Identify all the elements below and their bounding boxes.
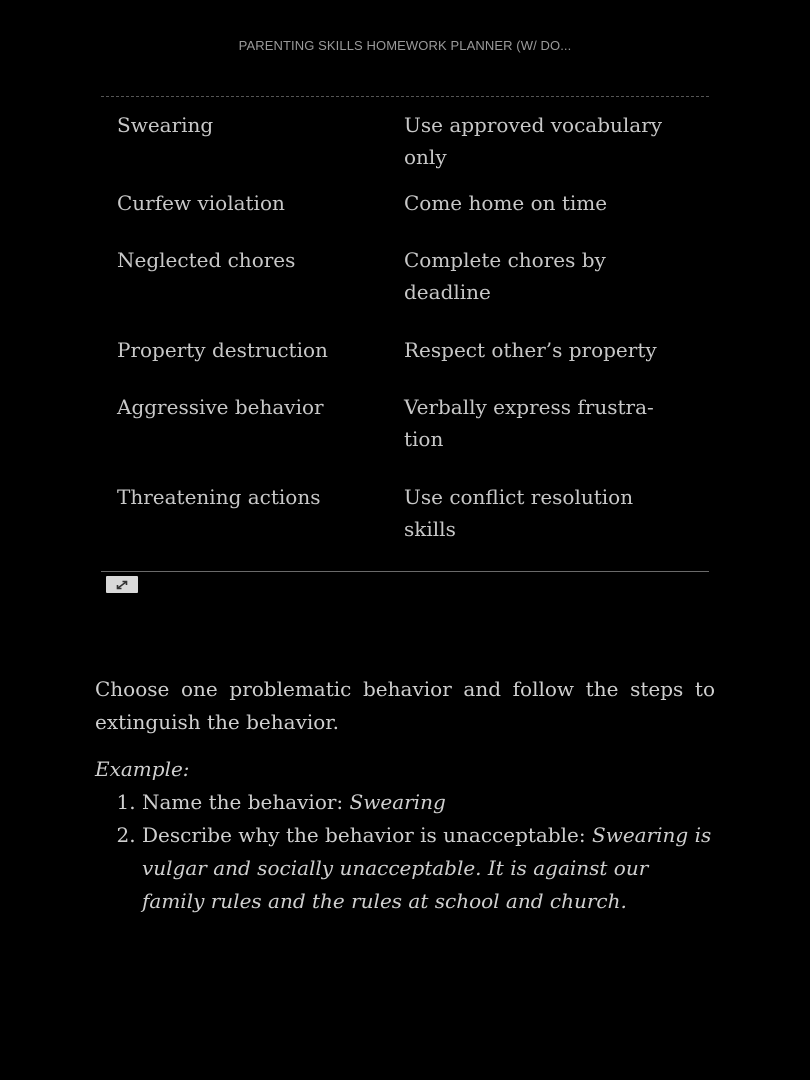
behavior-table: [101, 96, 709, 572]
behavior-cell: Aggressive behavior: [117, 395, 324, 419]
behavior-cell: Swearing: [117, 113, 214, 137]
list-item: [142, 786, 715, 819]
behavior-cell: Curfew violation: [117, 191, 285, 215]
table-row: [101, 391, 709, 481]
step-answer: Swearing: [349, 790, 446, 814]
table-row: [101, 244, 709, 334]
replacement-cell: Verbally express frustra- tion: [404, 395, 654, 451]
replacement-cell: Use conflict resolution skills: [404, 485, 634, 541]
replacement-cell: Come home on time: [404, 191, 608, 215]
instruction-paragraph: Choose one problematic behavior and follow the steps to extinguish the behavior.: [95, 677, 715, 734]
behavior-cell: Threatening actions: [117, 485, 321, 509]
main-content: [95, 673, 715, 918]
table-row: [101, 334, 709, 391]
step-answer: Swearing is vulgar and socially unacceptable. It is against our family rules and the rules at school and church.: [142, 823, 712, 913]
table-row: [101, 187, 709, 244]
expand-icon: [115, 579, 129, 591]
example-label: Example:: [95, 757, 190, 781]
step-prompt: Describe why the behavior is unacceptable:: [142, 823, 592, 847]
expand-table-button[interactable]: [106, 576, 138, 593]
table-row: [101, 481, 709, 571]
table-row: [101, 97, 709, 187]
step-prompt: Name the behavior:: [142, 790, 350, 814]
steps-list: [95, 786, 715, 918]
list-item: [142, 819, 715, 918]
behavior-cell: Property destruction: [117, 338, 328, 362]
replacement-cell: Use approved vocabulary only: [404, 113, 663, 169]
book-title: PARENTING SKILLS HOMEWORK PLANNER (W/ DO...: [238, 38, 572, 53]
replacement-cell: Complete chores by deadline: [404, 248, 606, 304]
behavior-cell: Neglected chores: [117, 248, 296, 272]
replacement-cell: Respect other’s property: [404, 338, 657, 362]
